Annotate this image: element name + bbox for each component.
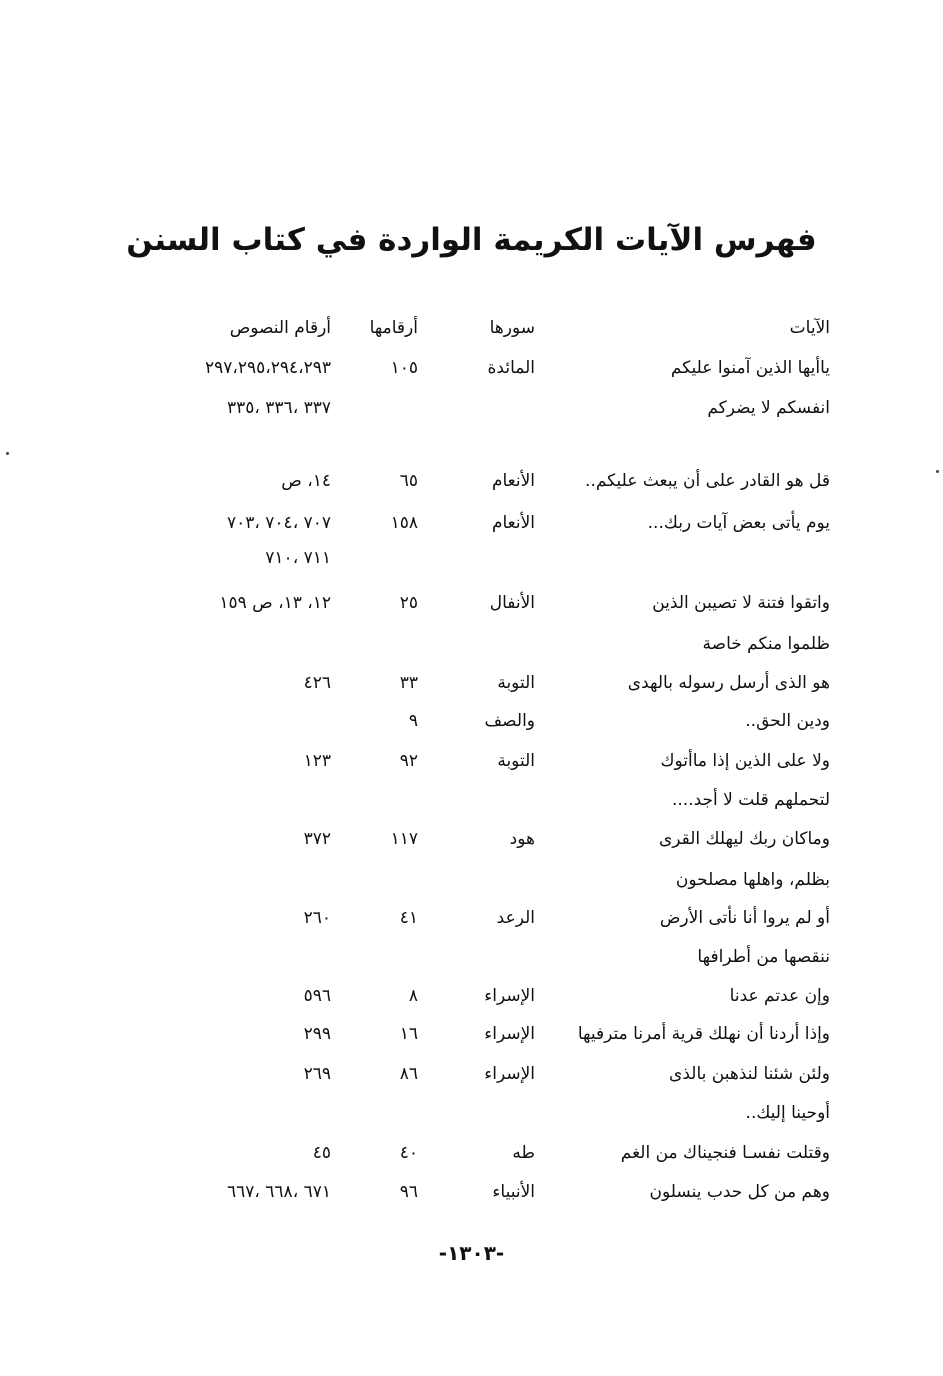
surah-cell: الأنعام (491, 513, 535, 533)
surah-cell: المائدة (487, 358, 535, 378)
text-refs-cell: ٢٦٠ (303, 908, 331, 928)
verse-number-cell: ٨٦ (399, 1064, 418, 1084)
surah-cell: التوبة (497, 751, 535, 771)
verse-cell: يوم يأتى بعض آيات ربك... (647, 513, 830, 533)
verse-cell: ظلموا منكم خاصة (702, 634, 830, 654)
verse-number-cell: ٨ (408, 986, 418, 1006)
surah-cell: التوبة (497, 673, 535, 693)
verse-number-cell: ١٥٨ (390, 513, 418, 533)
verse-number-cell: ١١٧ (390, 829, 418, 849)
text-refs-cell: ٥٩٦ (303, 986, 331, 1006)
verse-cell: ولئن شئنا لنذهبن بالذى (669, 1064, 830, 1084)
text-refs-cell: ٦٧١ ،٦٦٨ ،٦٦٧ (227, 1182, 331, 1202)
verse-cell: وإن عدتم عدنا (729, 986, 830, 1006)
verse-cell: وإذا أردنا أن نهلك قرية أمرنا مترفيها (577, 1024, 830, 1044)
verse-cell: ودين الحق.. (745, 711, 830, 731)
verse-cell: لتحملهم قلت لا أجد.... (671, 790, 830, 810)
verse-number-cell: ٩٢ (399, 751, 418, 771)
surah-cell: الإسراء (484, 986, 535, 1006)
verse-cell: ولا على الذين إذا ماأتوك (660, 751, 830, 771)
verse-cell: قل هو القادر على أن يبعث عليكم.. (585, 471, 830, 491)
text-refs-cell: ١٢٣ (303, 751, 331, 771)
surah-cell: هود (509, 829, 535, 849)
header-numbers: أرقامها (369, 318, 418, 338)
text-refs-cell: ٣٣٧ ،٣٣٦ ،٣٣٥ (227, 398, 331, 418)
verse-number-cell: ٩ (408, 711, 418, 731)
margin-mark (936, 470, 939, 473)
surah-cell: الأنفال (489, 593, 535, 613)
header-verses: الآيات (789, 318, 830, 338)
verse-number-cell: ٣٣ (399, 673, 418, 693)
header-surah: سورها (489, 318, 535, 338)
text-refs-cell: ١٤، ص (281, 471, 331, 491)
page-number: -١٣٠٣- (438, 1241, 505, 1265)
page-title: فهرس الآيات الكريمة الواردة في كتاب السنن (126, 222, 817, 258)
surah-cell: طه (512, 1143, 535, 1163)
margin-mark (6, 452, 9, 455)
verse-cell: ياأيها الذين آمنوا عليكم (670, 358, 830, 378)
verse-cell: أو لم يروا أنا نأتى الأرض (659, 908, 830, 928)
header-refs: أرقام النصوص (229, 318, 331, 338)
verse-cell: هو الذى أرسل رسوله بالهدى (627, 673, 830, 693)
text-refs-cell: ٤٥ (312, 1143, 331, 1163)
text-refs-cell: ٧٠٧ ،٧٠٤ ،٧٠٣ (227, 513, 331, 533)
surah-cell: الإسراء (484, 1064, 535, 1084)
text-refs-cell: ٢٩٧،٢٩٥،٢٩٤،٢٩٣ (204, 358, 331, 378)
verse-number-cell: ٩٦ (399, 1182, 418, 1202)
verse-number-cell: ٦٥ (399, 471, 418, 491)
text-refs-cell: ٢٩٩ (303, 1024, 331, 1044)
verse-number-cell: ٢٥ (399, 593, 418, 613)
surah-cell: الإسراء (484, 1024, 535, 1044)
verse-number-cell: ١٠٥ (390, 358, 418, 378)
text-refs-cell: ٢٦٩ (303, 1064, 331, 1084)
surah-cell: الرعد (496, 908, 535, 928)
text-refs-cell: ٣٧٢ (303, 829, 331, 849)
verse-cell: وهم من كل حدب ينسلون (649, 1182, 830, 1202)
verse-number-cell: ٤٠ (399, 1143, 418, 1163)
text-refs-cell: ١٢، ١٣، ص ١٥٩ (219, 593, 331, 613)
surah-cell: والصف (484, 711, 535, 731)
text-refs-cell: ٧١١ ،٧١٠ (265, 548, 331, 568)
verse-number-cell: ١٦ (399, 1024, 418, 1044)
verse-cell: ننقصها من أطرافها (697, 947, 830, 967)
surah-cell: الأنعام (491, 471, 535, 491)
verse-cell: انفسكم لا يضركم (707, 398, 830, 418)
verse-cell: واتقوا فتنة لا تصيبن الذين (652, 593, 830, 613)
verse-cell: وماكان ربك ليهلك القرى (658, 829, 830, 849)
verse-cell: وقتلت نفسـا فنجيناك من الغم (620, 1143, 830, 1163)
verse-cell: أوحينا إليك.. (745, 1103, 830, 1123)
surah-cell: الأنبياء (492, 1182, 535, 1202)
verse-number-cell: ٤١ (399, 908, 418, 928)
verse-cell: بظلم، واهلها مصلحون (675, 870, 830, 890)
text-refs-cell: ٤٢٦ (303, 673, 331, 693)
